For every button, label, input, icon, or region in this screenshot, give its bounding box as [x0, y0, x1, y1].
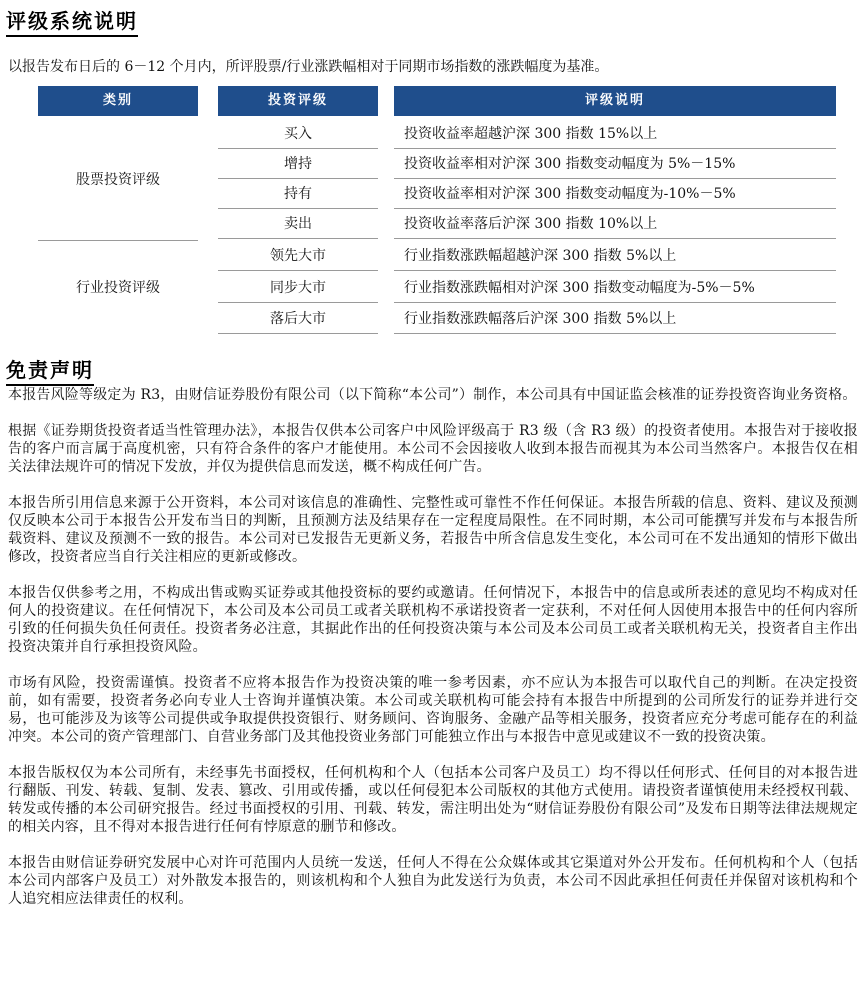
disclaimer-paragraph-sources: 本报告所引用信息来源于公开资料，本公司对该信息的准确性、完整性或可靠性不作任何保证。本报告所载的信息、资料、建议及预测仅反映本公司于本报告公开发布当日的判断，且预测方法及结果存在一定程度局限性。在不同时期，本公司可能撰写并发布与本报告所载资料、建议及预测不一致的报告。本公司对已发报告无更新义务，若报告中所含信息发生变化，本公司可在不发出通知的情形下做出修改，投资者应当自行关注相应的更新或修改。 [8, 495, 858, 565]
rating-underperform: 落后大市 [218, 305, 378, 334]
category-stock-rating: 股票投资评级 [38, 120, 198, 241]
column-header-category: 类别 [38, 86, 198, 116]
rating-system-title: 评级系统说明 [6, 8, 138, 37]
disclaimer-paragraph-distribution: 本报告由财信证券研究发展中心对许可范围内人员统一发送，任何人不得在公众媒体或其它渠道对外公开发布。任何机构和个人（包括本公司内部客户及员工）对外散发本报告的，则该机构和个人独自为此发送行为负责，本公司不因此承担任何责任并保留对该机构和个人追究相应法律责任的权利。 [8, 855, 858, 907]
disclaimer-paragraph-reference-only: 本报告仅供参考之用，不构成出售或购买证券或其他投资标的要约或邀请。任何情况下，本报告中的信息或所表述的意见均不构成对任何人的投资建议。在任何情况下，本公司及本公司员工或者关联机构不承诺投资者一定获利，不对任何人因使用本报告中的任何内容所引致的任何损失负任何责任。投资者务必注意，其据此作出的任何投资决策与本公司及本公司员工或者关联机构无关，投资者自主作出投资决策并自行承担投资风险。 [8, 585, 858, 655]
rating-intro-text: 以报告发布日后的 6－12 个月内，所评股票/行业涨跌幅相对于同期市场指数的涨跌幅度为基准。 [8, 59, 609, 75]
rating-neutral: 同步大市 [218, 274, 378, 303]
rating-hold: 持有 [218, 180, 378, 209]
disclaimer-paragraph-copyright: 本报告版权仅为本公司所有，未经事先书面授权，任何机构和个人（包括本公司客户及员工）均不得以任何形式、任何目的对本报告进行翻版、刊发、转载、复制、发表、篡改、引用或传播，或以任何侵犯本公司版权的其他方式使用。请投资者谨慎使用未经授权刊载、转发或传播的本公司研究报告。经过书面授权的引用、刊载、转发，需注明出处为“财信证券股份有限公司”及发布日期等法律法规规定的相关内容，且不得对本报告进行任何有悖原意的删节和修改。 [8, 765, 858, 835]
column-header-description: 评级说明 [394, 86, 836, 116]
disclaimer-paragraph-market-risk: 市场有风险，投资需谨慎。投资者不应将本报告作为投资决策的唯一参考因素，亦不应认为本报告可以取代自己的判断。在决定投资前，如有需要，投资者务必向专业人士咨询并谨慎决策。本公司或关联机构可能会持有本报告中所提到的公司所发行的证券并进行交易，也可能涉及为该等公司提供或争取提供投资银行、财务顾问、咨询服务、金融产品等相关服务，投资者应充分考虑可能存在的利益冲突。本公司的资产管理部门、自营业务部门及其他投资业务部门可能独立作出与本报告中意见或建议不一致的投资决策。 [8, 675, 858, 745]
rating-overweight: 增持 [218, 150, 378, 179]
rating-desc-underperform: 行业指数涨跌幅落后沪深 300 指数 5%以上 [394, 305, 836, 334]
rating-desc-neutral: 行业指数涨跌幅相对沪深 300 指数变动幅度为-5%－5% [394, 274, 836, 303]
rating-desc-overweight: 投资收益率相对沪深 300 指数变动幅度为 5%－15% [394, 150, 836, 179]
rating-sell: 卖出 [218, 210, 378, 239]
rating-outperform: 领先大市 [218, 242, 378, 271]
disclaimer-body [8, 386, 858, 926]
rating-buy: 买入 [218, 120, 378, 149]
rating-desc-sell: 投资收益率落后沪深 300 指数 10%以上 [394, 210, 836, 239]
rating-desc-buy: 投资收益率超越沪深 300 指数 15%以上 [394, 120, 836, 149]
column-header-rating: 投资评级 [218, 86, 378, 116]
disclaimer-title: 免责声明 [6, 357, 94, 386]
rating-desc-outperform: 行业指数涨跌幅超越沪深 300 指数 5%以上 [394, 242, 836, 271]
disclaimer-paragraph-suitability: 根据《证券期货投资者适当性管理办法》，本报告仅供本公司客户中风险评级高于 R3 级（含 R3 级）的投资者使用。本报告对于接收报告的客户而言属于高度机密，只有符合条件的客户才能使用。本公司不会因接收人收到本报告而视其为本公司当然客户。本报告仅在相关法律法规许可的情况下发放，并仅为提供信息而发送，概不构成任何广告。 [8, 423, 858, 475]
rating-desc-hold: 投资收益率相对沪深 300 指数变动幅度为-10%－5% [394, 180, 836, 209]
disclaimer-paragraph-risk-level: 本报告风险等级定为 R3，由财信证券股份有限公司（以下简称“本公司”）制作，本公司具有中国证监会核准的证券投资咨询业务资格。 [8, 387, 857, 403]
category-industry-rating: 行业投资评级 [76, 280, 160, 296]
